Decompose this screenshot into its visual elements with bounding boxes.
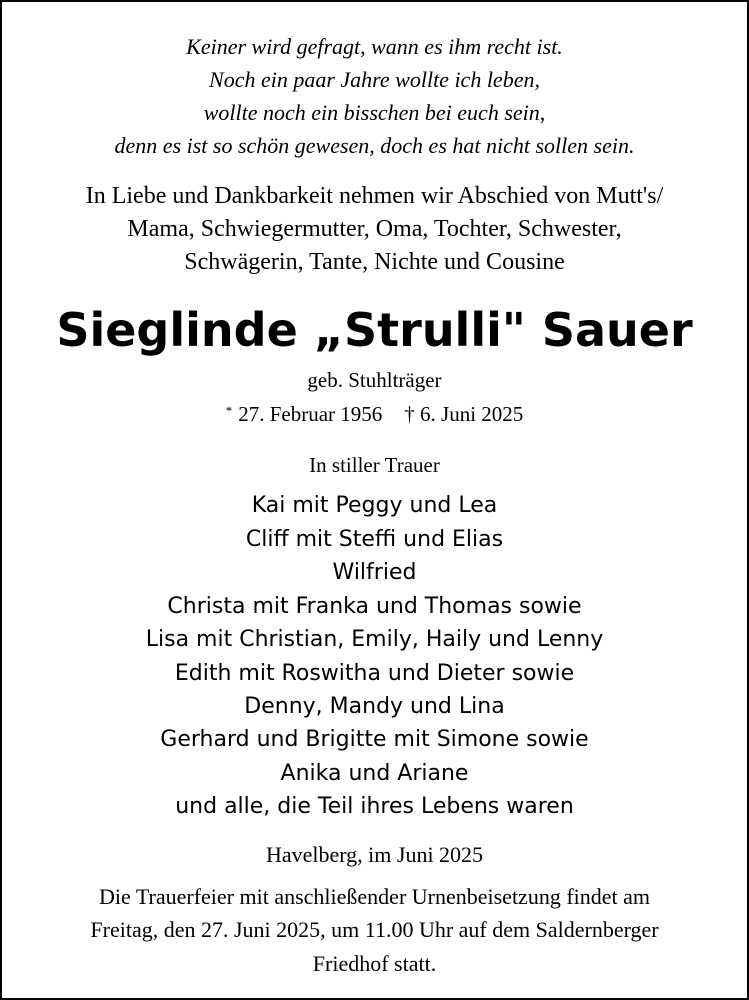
funeral-line: Die Trauerfeier mit anschließender Urnenbeisetzung findet am <box>98 884 651 909</box>
funeral-line: Freitag, den 27. Juni 2025, um 11.00 Uhr auf dem Saldernberger <box>90 917 659 942</box>
intro-line: Mama, Schwiegermutter, Oma, Tochter, Schwester, <box>127 216 622 242</box>
birth-symbol: * <box>225 403 233 418</box>
mourner-line: Lisa mit Christian, Emily, Haily und Lenny <box>145 627 604 652</box>
death-symbol: † <box>404 402 415 426</box>
birth-date: 27. Februar 1956 <box>238 402 383 426</box>
mourner-line: Wilfried <box>332 560 417 585</box>
mourner-line: Edith mit Roswitha und Dieter sowie <box>174 661 575 686</box>
birth-name: geb. Stuhlträger <box>307 368 442 392</box>
mourner-line: Cliff mit Steffi und Elias <box>245 527 504 552</box>
mourner-line: Kai mit Peggy und Lea <box>251 493 498 518</box>
deceased-name: Sieglinde „Strulli" Sauer <box>56 303 693 357</box>
poem-line: Noch ein paar Jahre wollte ich leben, <box>209 67 540 92</box>
mourner-line: und alle, die Teil ihres Lebens waren <box>175 794 574 819</box>
place-date: Havelberg, im Juni 2025 <box>265 842 484 867</box>
mourner-line: Christa mit Franka und Thomas sowie <box>167 594 582 619</box>
life-dates <box>2 404 747 425</box>
mourner-line: Anika und Ariane <box>280 761 469 786</box>
mourning-heading: In stiller Trauer <box>309 453 440 477</box>
mourner-line: Gerhard und Brigitte mit Simone sowie <box>160 727 589 752</box>
death-date: 6. Juni 2025 <box>420 402 524 426</box>
funeral-line: Friedhof statt. <box>312 951 437 976</box>
intro-line: Schwägerin, Tante, Nichte und Cousine <box>184 249 565 275</box>
intro-line: In Liebe und Dankbarkeit nehmen wir Abschied von Mutt's/ <box>85 183 664 209</box>
poem-line: wollte noch ein bisschen bei euch sein, <box>203 100 546 125</box>
poem-line: denn es ist so schön gewesen, doch es hat nicht sollen sein. <box>114 133 635 158</box>
mourner-line: Denny, Mandy und Lina <box>244 694 505 719</box>
poem-line: Keiner wird gefragt, wann es ihm recht ist. <box>186 34 563 59</box>
